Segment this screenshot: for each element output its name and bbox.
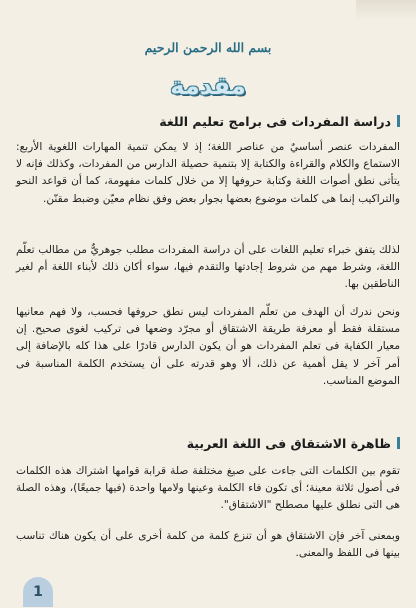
paragraph: ونحن ندرك أن الهدف من تعلّم المفردات ليس نطق حروفها فحسب، ولا فهم معانيها مستقلة فقط أو معرفة طريقة الاشتقاق أو مجرّد وضعها فى تركيب لغوى صحيح. إن معيار الكفاية فى تعلم المفردات هو أن يكون الدارس قادرًا على هذا كله بالإضافة إلى أمر آخر لا يقل أهمية عن ذلك، ألا وهو قدرته على أن يستخدم الكلمة المناسبة فى الموضع المناسب.: [16, 306, 400, 387]
paragraph: لذلك يتفق خبراء تعليم اللغات على أن دراسة المفردات مطلب جوهريٌّ من مطالب تعلّم اللغة، وشرط مهم من شروط إجادتها والتقدم فيها، سواء أكان ذلك لأبناء اللغة أم لغير الناطقين بها.: [16, 244, 400, 291]
heading-marker: [397, 437, 400, 449]
paragraph: وبمعنى آخر فإن الاشتقاق هو أن تنزع كلمة من كلمة أخرى على أن يكون هناك تناسب بينها فى اللفظ والمعنى.: [16, 530, 400, 560]
section-heading-derivation: [16, 436, 400, 451]
paragraph: المفردات عنصر أساسيٌ من عناصر اللغة؛ إذ لا يمكن تنمية المهارات اللغوية الأربع: الاستماع والكلام والقراءة والكتابة إلا بتنمية حصيلة الدارس من المفردات، وكذلك فإنه لا يتأتى نطق أصوات اللغة وكتابة حروفها إلا من خلال كلمات مفهومة، كما أن قواعد النحو والتراكيب إنما هى كلمات موضوع بعضها بجوار بعض وفق نظام معيّن وضبط مقنّن.: [16, 141, 400, 205]
basmala: بسم الله الرحمن الرحيم: [144, 40, 272, 55]
section-heading-vocabulary: [16, 114, 400, 129]
paragraph: تقوم بين الكلمات التى جاءت على صيغ مختلفة صلة قرابة قوامها اشتراك هذه الكلمات فى أصول ثلاثة معينة؛ أى تكون فاء الكلمة وعينها ولامها واحدة (فيها جميعًا)، وهذه الصلة هى التى نطلق عليها مصطلح "الاشتقاق".: [16, 465, 400, 512]
page-number: 1: [23, 577, 53, 607]
title-container: [0, 72, 416, 100]
section-heading-text: ظاهرة الاشتقاق فى اللغة العربية: [186, 436, 391, 451]
page-title: مقدمة: [170, 72, 246, 100]
page-corner-shadow: [356, 0, 416, 20]
section-heading-text: دراسة المفردات فى برامج تعليم اللغة: [159, 114, 391, 129]
heading-marker: [397, 115, 400, 127]
